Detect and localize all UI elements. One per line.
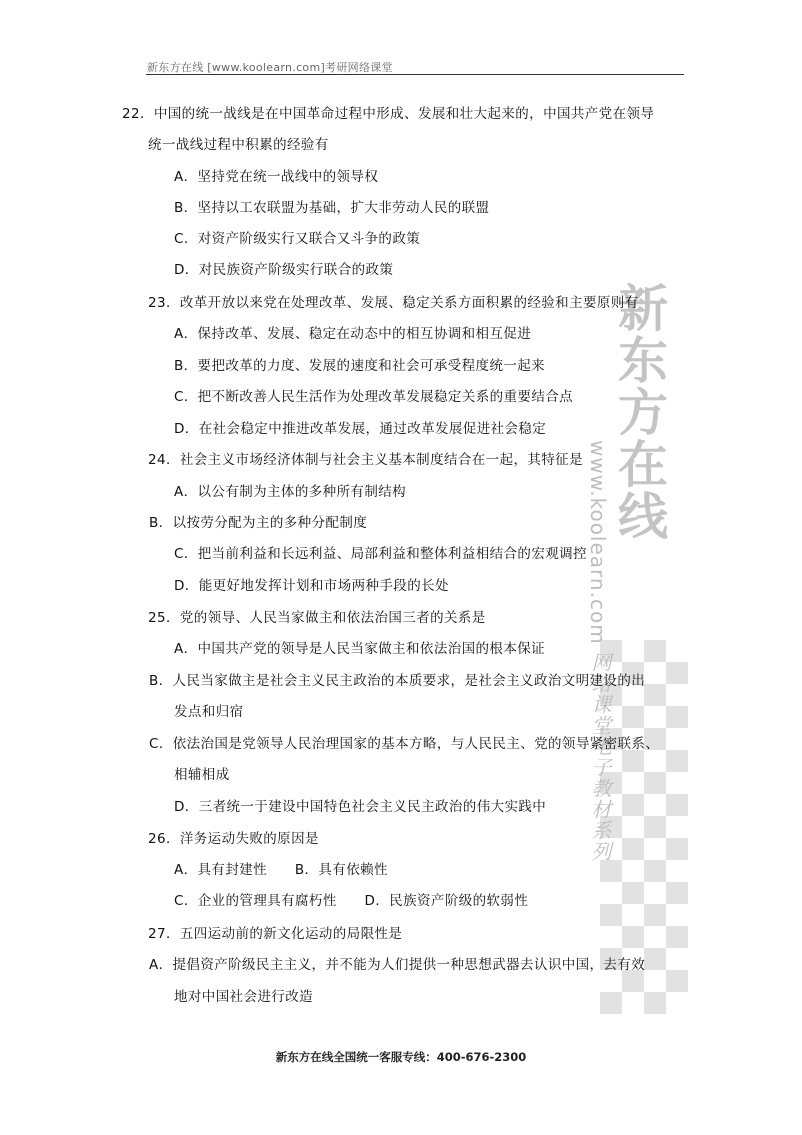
question-22-option-b: B．坚持以工农联盟为基础，扩大非劳动人民的联盟 bbox=[174, 200, 490, 216]
question-24-option-c: C．把当前利益和长远利益、局部利益和整体利益相结合的宏观调控 bbox=[174, 546, 587, 562]
page-header: 新东方在线 [www.koolearn.com]考研网络课堂 bbox=[147, 61, 393, 74]
question-25-option-a: A．中国共产党的领导是人民当家做主和依法治国的根本保证 bbox=[174, 641, 546, 657]
watermark-series: 网络课堂电子教材系列 bbox=[588, 652, 612, 862]
watermark-brand: 新东方在线 bbox=[610, 282, 669, 542]
question-22-option-a: A．坚持党在统一战线中的领导权 bbox=[174, 169, 379, 185]
question-23-option-d: D．在社会稳定中推进改革发展，通过改革发展促进社会稳定 bbox=[174, 421, 547, 437]
watermark-url: www.koolearn.com bbox=[586, 440, 610, 645]
question-23-option-a: A．保持改革、发展、稳定在动态中的相互协调和相互促进 bbox=[174, 326, 532, 342]
question-25-stem: 25．党的领导、人民当家做主和依法治国三者的关系是 bbox=[148, 610, 486, 626]
question-24-option-a: A．以公有制为主体的多种所有制结构 bbox=[174, 484, 407, 500]
question-27-option-a-cont: 地对中国社会进行改造 bbox=[174, 989, 313, 1005]
question-22-stem-cont: 统一战线过程中积累的经验有 bbox=[148, 137, 329, 153]
question-24-option-d: D．能更好地发挥计划和市场两种手段的长处 bbox=[174, 578, 449, 594]
question-25-option-b: B．人民当家做主是社会主义民主政治的本质要求，是社会主义政治文明建设的出 bbox=[149, 673, 646, 689]
question-25-option-b-cont: 发点和归宿 bbox=[174, 704, 244, 720]
question-26-options-ab: A．具有封建性 B．具有依赖性 bbox=[174, 862, 388, 878]
question-24-option-b: B．以按劳分配为主的多种分配制度 bbox=[149, 515, 368, 531]
question-27-stem: 27．五四运动前的新文化运动的局限性是 bbox=[148, 926, 403, 942]
question-22-option-c: C．对资产阶级实行又联合又斗争的政策 bbox=[174, 231, 421, 247]
question-27-option-a: A．提倡资产阶级民主主义，并不能为人们提供一种思想武器去认识中国，去有效 bbox=[149, 957, 646, 973]
footer-hotline: 新东方在线全国统一客服专线：400-676-2300 bbox=[275, 1050, 527, 1064]
question-22-option-d: D．对民族资产阶级实行联合的政策 bbox=[174, 262, 394, 278]
header-rule bbox=[146, 74, 684, 75]
question-23-stem: 23．改革开放以来党在处理改革、发展、稳定关系方面积累的经验和主要原则有 bbox=[148, 295, 639, 311]
question-24-stem: 24．社会主义市场经济体制与社会主义基本制度结合在一起，其特征是 bbox=[148, 452, 583, 468]
question-26-stem: 26．洋务运动失败的原因是 bbox=[148, 831, 319, 847]
question-25-option-c: C．依法治国是党领导人民治理国家的基本方略，与人民民主、党的领导紧密联系、 bbox=[149, 736, 660, 752]
question-25-option-c-cont: 相辅相成 bbox=[174, 767, 230, 783]
question-23-option-b: B．要把改革的力度、发展的速度和社会可承受程度统一起来 bbox=[174, 358, 546, 374]
question-23-option-c: C．把不断改善人民生活作为处理改革发展稳定关系的重要结合点 bbox=[174, 389, 574, 405]
question-22-stem: 22．中国的统一战线是在中国革命过程中形成、发展和壮大起来的，中国共产党在领导 bbox=[122, 106, 655, 122]
question-25-option-d: D．三者统一于建设中国特色社会主义民主政治的伟大实践中 bbox=[174, 799, 547, 815]
question-26-options-cd: C．企业的管理具有腐朽性 D．民族资产阶级的软弱性 bbox=[174, 893, 529, 909]
